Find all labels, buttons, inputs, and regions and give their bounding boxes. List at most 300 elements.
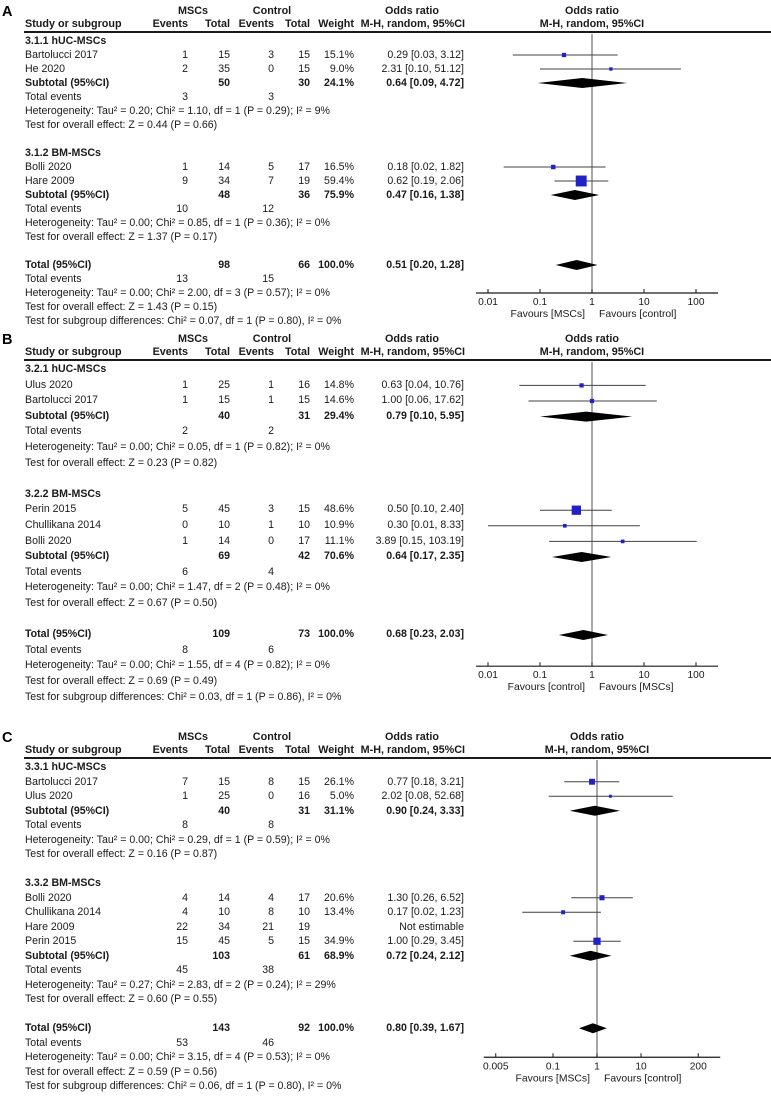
- table-row-study: [0, 920, 470, 935]
- axis-tick-label: 10: [638, 297, 650, 308]
- table-row-pooled: [0, 549, 470, 565]
- header-events-msc: Events: [152, 18, 188, 30]
- subgroup-heading: 3.3.2 BM-MSCs: [25, 877, 101, 889]
- study-label: Bartolucci 2017: [25, 775, 99, 788]
- header-events-control: Events: [238, 18, 274, 30]
- study-label: Perin 2015: [25, 503, 77, 516]
- total-control: 66: [298, 259, 310, 271]
- events-control: 5: [268, 161, 274, 173]
- header-odds-ratio-text: Odds ratio: [385, 333, 439, 345]
- total-events-control: 8: [268, 819, 274, 831]
- total-msc: 15: [218, 775, 230, 788]
- pooled-diamond: [570, 951, 612, 961]
- weight-value: 9.0%: [329, 63, 354, 75]
- pooled-label: Subtotal (95%CI): [25, 949, 110, 962]
- header-odds-ratio-text: Odds ratio: [385, 5, 439, 17]
- table-row-events: [0, 1036, 470, 1051]
- total-events-label: Total events: [25, 273, 82, 285]
- weight-value: 13.4%: [323, 906, 354, 918]
- table-row-note: [0, 286, 470, 300]
- total-events-control: 12: [262, 203, 274, 215]
- subgroup-heading: 3.3.1 hUC-MSCs: [25, 761, 107, 773]
- table-row-events: [0, 90, 470, 104]
- axis-tick-label: 0.1: [532, 670, 548, 682]
- table-row-note: [0, 216, 470, 230]
- weight-value: 14.6%: [323, 394, 354, 407]
- table-row-note: [0, 833, 470, 848]
- table-row-events: [0, 272, 470, 286]
- total-msc: 143: [212, 1022, 230, 1034]
- forest-plot-A: [470, 34, 770, 336]
- table-row-pooled: [0, 258, 470, 272]
- events-msc: 4: [182, 906, 188, 918]
- total-msc: 35: [218, 63, 230, 75]
- stat-note: Test for subgroup differences: Chi² = 0.07, df = 1 (P = 0.80), I² = 0%: [25, 315, 342, 327]
- header-method-text: M-H, random, 95%CI: [360, 18, 465, 30]
- total-msc: 15: [218, 49, 230, 61]
- header-events-msc: Events: [152, 744, 188, 756]
- odds-ratio-value: 1.00 [0.29, 3.45]: [387, 935, 464, 947]
- subgroup-heading: 3.2.1 hUC-MSCs: [25, 363, 107, 375]
- total-control: 16: [298, 378, 310, 391]
- effect-square: [579, 383, 583, 387]
- pooled-label: Total (95%CI): [25, 259, 92, 271]
- total-control: 15: [298, 394, 310, 407]
- header-msc-group: MSCs: [178, 333, 208, 345]
- total-events-label: Total events: [25, 819, 82, 831]
- panel-letter-B: B: [2, 332, 13, 348]
- odds-ratio-value: 0.30 [0.01, 8.33]: [387, 519, 464, 531]
- table-row-study: [0, 393, 470, 409]
- events-control: 5: [268, 935, 274, 947]
- table-row-note: [0, 674, 470, 690]
- effect-square: [572, 506, 581, 515]
- table-row-note: [0, 1065, 470, 1080]
- pooled-label: Total (95%CI): [25, 1022, 92, 1034]
- total-control: 31: [298, 804, 310, 817]
- weight-value: 100.0%: [318, 259, 354, 271]
- table-row-events: [0, 963, 470, 978]
- events-control: 1: [268, 394, 274, 407]
- table-row-study: [0, 502, 470, 518]
- odds-ratio-value: 0.47 [0.16, 1.38]: [386, 189, 464, 201]
- header-study-or-subgroup: Study or subgroup: [25, 346, 122, 358]
- effect-square: [551, 165, 555, 169]
- odds-ratio-value: 0.50 [0.10, 2.40]: [387, 503, 464, 516]
- total-msc: 15: [218, 394, 230, 407]
- forest-plot-B: [470, 362, 770, 713]
- favours-right-label: Favours [MSCs]: [599, 682, 674, 694]
- axis-tick-label: 0.1: [532, 297, 548, 308]
- stat-note: Heterogeneity: Tau² = 0.00; Chi² = 1.47, df = 2 (P = 0.48); I² = 0%: [25, 581, 330, 594]
- total-msc: 14: [218, 161, 230, 173]
- weight-value: 75.9%: [323, 189, 354, 201]
- events-msc: 1: [182, 790, 188, 802]
- odds-ratio-value: 0.77 [0.18, 3.21]: [387, 775, 464, 788]
- events-msc: 5: [182, 503, 188, 516]
- events-control: 1: [268, 519, 274, 531]
- header-rule: [24, 757, 771, 759]
- total-control: 92: [298, 1022, 310, 1034]
- odds-ratio-value: 0.62 [0.19, 2.06]: [387, 175, 464, 187]
- effect-square: [599, 895, 604, 900]
- table-row-study: [0, 534, 470, 550]
- total-control: 19: [298, 920, 310, 933]
- favours-right-label: Favours [control]: [604, 1073, 682, 1085]
- total-events-control: 38: [262, 964, 274, 976]
- effect-square: [576, 176, 587, 187]
- study-label: Bartolucci 2017: [25, 394, 99, 407]
- events-msc: 2: [182, 63, 188, 75]
- pooled-label: Total (95%CI): [25, 628, 92, 641]
- events-msc: 9: [182, 175, 188, 187]
- table-row-pooled: [0, 188, 470, 202]
- effect-square: [561, 910, 565, 914]
- table-row-study: [0, 775, 470, 790]
- events-msc: 7: [182, 775, 188, 788]
- odds-ratio-value: 0.68 [0.23, 2.03]: [386, 628, 464, 641]
- panel-B: [0, 332, 771, 705]
- table-row-pooled: [0, 627, 470, 643]
- weight-value: 10.9%: [323, 519, 354, 531]
- total-msc: 14: [218, 534, 230, 547]
- axis-tick-label: 100: [687, 297, 705, 308]
- weight-value: 14.8%: [323, 378, 354, 391]
- total-events-msc: 3: [182, 91, 188, 103]
- weight-value: 68.9%: [323, 949, 354, 962]
- table-row-pooled: [0, 76, 470, 90]
- table-row-note: [0, 978, 470, 993]
- table-row-note: [0, 314, 470, 328]
- effect-square: [593, 938, 600, 945]
- favours-left-label: Favours [control]: [507, 682, 585, 694]
- axis-tick-label: 1: [589, 670, 595, 682]
- favours-left-label: Favours [MSCs]: [510, 309, 585, 320]
- stat-note: Test for overall effect: Z = 0.16 (P = 0.87): [25, 848, 218, 860]
- events-msc: 1: [182, 49, 188, 61]
- header-method-text: M-H, random, 95%CI: [360, 346, 465, 358]
- total-events-label: Total events: [25, 203, 82, 215]
- header-total-msc: Total: [205, 18, 230, 30]
- total-msc: 69: [218, 550, 230, 563]
- total-msc: 98: [218, 259, 230, 271]
- effect-square: [621, 540, 625, 544]
- odds-ratio-value: 0.29 [0.03, 3.12]: [387, 49, 464, 61]
- table-row-note: [0, 992, 470, 1007]
- total-msc: 25: [218, 378, 230, 391]
- stat-note: Test for overall effect: Z = 1.43 (P = 0.15): [25, 301, 218, 313]
- pooled-diamond: [540, 412, 632, 422]
- header-odds-ratio-plot: Odds ratio: [565, 333, 619, 345]
- header-control-group: Control: [252, 731, 292, 743]
- header-rule: [24, 31, 771, 33]
- events-control: 0: [268, 63, 274, 75]
- effect-square: [590, 399, 594, 403]
- odds-ratio-value: 0.18 [0.02, 1.82]: [387, 161, 464, 173]
- stat-note: Test for subgroup differences: Chi² = 0.03, df = 1 (P = 0.86), I² = 0%: [25, 690, 342, 703]
- odds-ratio-value: 0.80 [0.39, 1.67]: [386, 1022, 464, 1034]
- header-method-plot: M-H, random, 95%CI: [539, 18, 645, 30]
- header-events-control: Events: [238, 346, 274, 358]
- weight-value: 26.1%: [323, 775, 354, 788]
- weight-value: 70.6%: [323, 550, 354, 563]
- total-events-control: 46: [262, 1036, 274, 1049]
- table-row-study: [0, 891, 470, 906]
- effect-square: [609, 795, 612, 798]
- pooled-diamond: [556, 260, 598, 270]
- total-control: 19: [298, 175, 310, 187]
- study-label: Chullikana 2014: [25, 519, 101, 531]
- total-events-msc: 8: [182, 643, 188, 656]
- odds-ratio-value: 0.51 [0.20, 1.28]: [386, 259, 464, 271]
- total-control: 15: [298, 775, 310, 788]
- odds-ratio-value: 0.64 [0.17, 2.35]: [386, 550, 464, 563]
- table-row-sub: [0, 34, 470, 48]
- pooled-diamond: [579, 1023, 607, 1033]
- total-control: 30: [298, 77, 310, 89]
- weight-value: 24.1%: [323, 77, 354, 89]
- total-events-msc: 10: [176, 203, 188, 215]
- total-control: 16: [298, 790, 310, 802]
- table-row-study: [0, 934, 470, 949]
- weight-value: 100.0%: [318, 628, 354, 641]
- table-row-pooled: [0, 1021, 470, 1036]
- total-msc: 14: [218, 891, 230, 904]
- total-control: 36: [298, 189, 310, 201]
- axis-tick-label: 10: [638, 670, 650, 682]
- weight-value: 15.1%: [323, 49, 354, 61]
- header-study-or-subgroup: Study or subgroup: [25, 744, 122, 756]
- subgroup-heading: 3.1.2 BM-MSCs: [25, 147, 101, 159]
- total-control: 31: [298, 409, 310, 422]
- events-msc: 1: [182, 394, 188, 407]
- total-control: 17: [298, 161, 310, 173]
- total-events-label: Total events: [25, 565, 82, 578]
- events-control: 1: [268, 378, 274, 391]
- total-events-msc: 8: [182, 819, 188, 831]
- panel-letter-C: C: [2, 730, 13, 746]
- total-control: 17: [298, 534, 310, 547]
- study-label: Perin 2015: [25, 935, 77, 947]
- table-row-sub: [0, 146, 470, 160]
- events-msc: 1: [182, 534, 188, 547]
- header-total-control: Total: [285, 346, 310, 358]
- stat-note: Heterogeneity: Tau² = 0.20; Chi² = 1.10, df = 1 (P = 0.29); I² = 9%: [25, 105, 330, 117]
- effect-square: [589, 779, 595, 785]
- total-events-control: 2: [268, 425, 274, 438]
- weight-value: 31.1%: [323, 804, 354, 817]
- stat-note: Test for overall effect: Z = 0.60 (P = 0.55): [25, 993, 218, 1005]
- weight-value: 11.1%: [324, 534, 354, 547]
- total-events-label: Total events: [25, 91, 82, 103]
- total-control: 15: [298, 503, 310, 516]
- table-row-sub: [0, 362, 470, 378]
- favours-right-label: Favours [control]: [599, 309, 677, 320]
- pooled-label: Subtotal (95%CI): [25, 550, 110, 563]
- odds-ratio-value: 1.30 [0.26, 6.52]: [387, 891, 464, 904]
- header-odds-ratio-text: Odds ratio: [385, 731, 439, 743]
- total-msc: 45: [218, 935, 230, 947]
- total-events-label: Total events: [25, 425, 82, 438]
- events-control: 0: [268, 534, 274, 547]
- stat-note: Heterogeneity: Tau² = 0.00; Chi² = 0.85, df = 1 (P = 0.36); I² = 0%: [25, 217, 330, 229]
- pooled-diamond: [570, 806, 620, 816]
- axis-tick-label: 0.005: [483, 1061, 509, 1073]
- total-events-label: Total events: [25, 643, 82, 656]
- table-row-note: [0, 1079, 470, 1094]
- header-study-or-subgroup: Study or subgroup: [25, 18, 122, 30]
- table-row-note: [0, 596, 470, 612]
- total-msc: 34: [218, 175, 230, 187]
- events-control: 8: [268, 775, 274, 788]
- total-control: 10: [298, 519, 310, 531]
- table-row-note: [0, 658, 470, 674]
- table-row-study: [0, 518, 470, 534]
- total-msc: 10: [218, 519, 230, 531]
- total-events-label: Total events: [25, 1036, 82, 1049]
- stat-note: Test for overall effect: Z = 0.23 (P = 0.82): [25, 456, 218, 469]
- axis-tick-label: 0.1: [545, 1061, 561, 1073]
- table-row-sub: [0, 876, 470, 891]
- total-events-msc: 6: [182, 565, 188, 578]
- axis-tick-label: 1: [594, 1061, 600, 1073]
- study-label: Ulus 2020: [25, 790, 73, 802]
- effect-square: [563, 524, 567, 528]
- axis-tick-label: 1: [589, 297, 595, 308]
- table-row-note: [0, 847, 470, 862]
- total-msc: 109: [212, 628, 230, 641]
- events-control: 4: [268, 891, 274, 904]
- total-msc: 40: [218, 409, 230, 422]
- events-msc: 15: [176, 935, 188, 947]
- table-row-study: [0, 62, 470, 76]
- study-label: Bartolucci 2017: [25, 49, 99, 61]
- odds-ratio-value: 0.64 [0.09, 4.72]: [386, 77, 464, 89]
- study-label: Ulus 2020: [25, 378, 73, 391]
- header-events-msc: Events: [152, 346, 188, 358]
- header-odds-ratio-plot: Odds ratio: [570, 731, 624, 743]
- stat-note: Heterogeneity: Tau² = 0.00; Chi² = 1.55, df = 4 (P = 0.82); I² = 0%: [25, 659, 330, 672]
- total-events-msc: 53: [176, 1036, 188, 1049]
- stat-note: Heterogeneity: Tau² = 0.27; Chi² = 2.83, df = 2 (P = 0.24); I² = 29%: [25, 978, 336, 991]
- pooled-diamond: [559, 630, 608, 640]
- header-weight: Weight: [318, 18, 354, 30]
- table-row-note: [0, 230, 470, 244]
- total-msc: 103: [212, 949, 230, 962]
- events-control: 3: [268, 49, 274, 61]
- table-row-study: [0, 48, 470, 62]
- table-row-note: [0, 456, 470, 472]
- table-row-study: [0, 378, 470, 394]
- total-control: 15: [298, 49, 310, 61]
- study-label: Bolli 2020: [25, 534, 72, 547]
- events-control: 7: [268, 175, 274, 187]
- odds-ratio-value: 1.00 [0.06, 17.62]: [381, 394, 464, 407]
- pooled-label: Subtotal (95%CI): [25, 804, 110, 817]
- table-row-study: [0, 789, 470, 804]
- total-msc: 34: [218, 920, 230, 933]
- header-events-control: Events: [238, 744, 274, 756]
- stat-note: Test for overall effect: Z = 0.44 (P = 0.66): [25, 119, 218, 131]
- stat-note: Test for overall effect: Z = 0.67 (P = 0.50): [25, 597, 218, 609]
- odds-ratio-value: 2.02 [0.08, 52.68]: [381, 790, 464, 802]
- total-control: 17: [298, 891, 310, 904]
- effect-square: [609, 67, 612, 70]
- total-control: 73: [298, 628, 310, 641]
- total-control: 15: [298, 935, 310, 947]
- odds-ratio-value: 2.31 [0.10, 51.12]: [381, 63, 464, 75]
- events-control: 21: [262, 920, 274, 933]
- events-msc: 1: [182, 378, 188, 391]
- total-msc: 45: [218, 503, 230, 516]
- table-row-events: [0, 424, 470, 440]
- total-events-msc: 13: [176, 273, 188, 285]
- subgroup-heading: 3.1.1 hUC-MSCs: [25, 35, 107, 47]
- table-row-pooled: [0, 949, 470, 964]
- events-msc: 1: [182, 161, 188, 173]
- stat-note: Heterogeneity: Tau² = 0.00; Chi² = 0.05, df = 1 (P = 0.82); I² = 0%: [25, 441, 330, 453]
- panel-letter-A: A: [2, 4, 13, 20]
- table-row-note: [0, 1050, 470, 1065]
- total-events-msc: 2: [182, 425, 188, 438]
- weight-value: 29.4%: [323, 409, 354, 422]
- total-events-msc: 45: [176, 964, 188, 976]
- total-events-control: 4: [268, 565, 274, 578]
- events-msc: 22: [176, 920, 188, 933]
- weight-value: 59.4%: [323, 175, 354, 187]
- header-weight: Weight: [318, 346, 354, 358]
- odds-ratio-value: 0.17 [0.02, 1.23]: [387, 906, 464, 918]
- header-odds-ratio-plot: Odds ratio: [565, 5, 619, 17]
- table-row-events: [0, 818, 470, 833]
- table-row-events: [0, 565, 470, 581]
- table-row-sub: [0, 487, 470, 503]
- stat-note: Test for overall effect: Z = 0.69 (P = 0.49): [25, 675, 218, 687]
- forest-plot-C: [470, 760, 770, 1096]
- table-row-events: [0, 643, 470, 659]
- stat-note: Test for subgroup differences: Chi² = 0.06, df = 1 (P = 0.80), I² = 0%: [25, 1080, 342, 1092]
- odds-ratio-value: 0.79 [0.10, 5.95]: [386, 409, 464, 422]
- favours-left-label: Favours [MSCs]: [515, 1073, 590, 1085]
- weight-value: 34.9%: [323, 935, 354, 947]
- axis-tick-label: 0.01: [478, 670, 498, 682]
- events-msc: 0: [182, 519, 188, 531]
- header-method-plot: M-H, random, 95%CI: [544, 744, 650, 756]
- subgroup-heading: 3.2.2 BM-MSCs: [25, 487, 101, 500]
- study-label: Bolli 2020: [25, 891, 72, 904]
- total-msc: 50: [218, 77, 230, 89]
- header-method-text: M-H, random, 95%CI: [360, 744, 465, 756]
- odds-ratio-value: 3.89 [0.15, 103.19]: [375, 534, 464, 547]
- events-control: 3: [268, 503, 274, 516]
- total-control: 61: [298, 949, 310, 962]
- weight-value: 100.0%: [318, 1022, 354, 1034]
- axis-tick-label: 10: [635, 1061, 647, 1073]
- table-row-note: [0, 104, 470, 118]
- study-label: He 2020: [25, 63, 66, 75]
- total-msc: 40: [218, 804, 230, 817]
- odds-ratio-value: 0.63 [0.04, 10.76]: [381, 378, 464, 391]
- total-control: 10: [298, 906, 310, 918]
- events-msc: 4: [182, 891, 188, 904]
- total-events-control: 6: [268, 643, 274, 656]
- table-row-study: [0, 174, 470, 188]
- header-msc-group: MSCs: [178, 731, 208, 743]
- pooled-diamond: [538, 78, 627, 88]
- pooled-label: Subtotal (95%CI): [25, 189, 110, 201]
- axis-tick-label: 0.01: [478, 297, 498, 308]
- panel-A: [0, 4, 771, 328]
